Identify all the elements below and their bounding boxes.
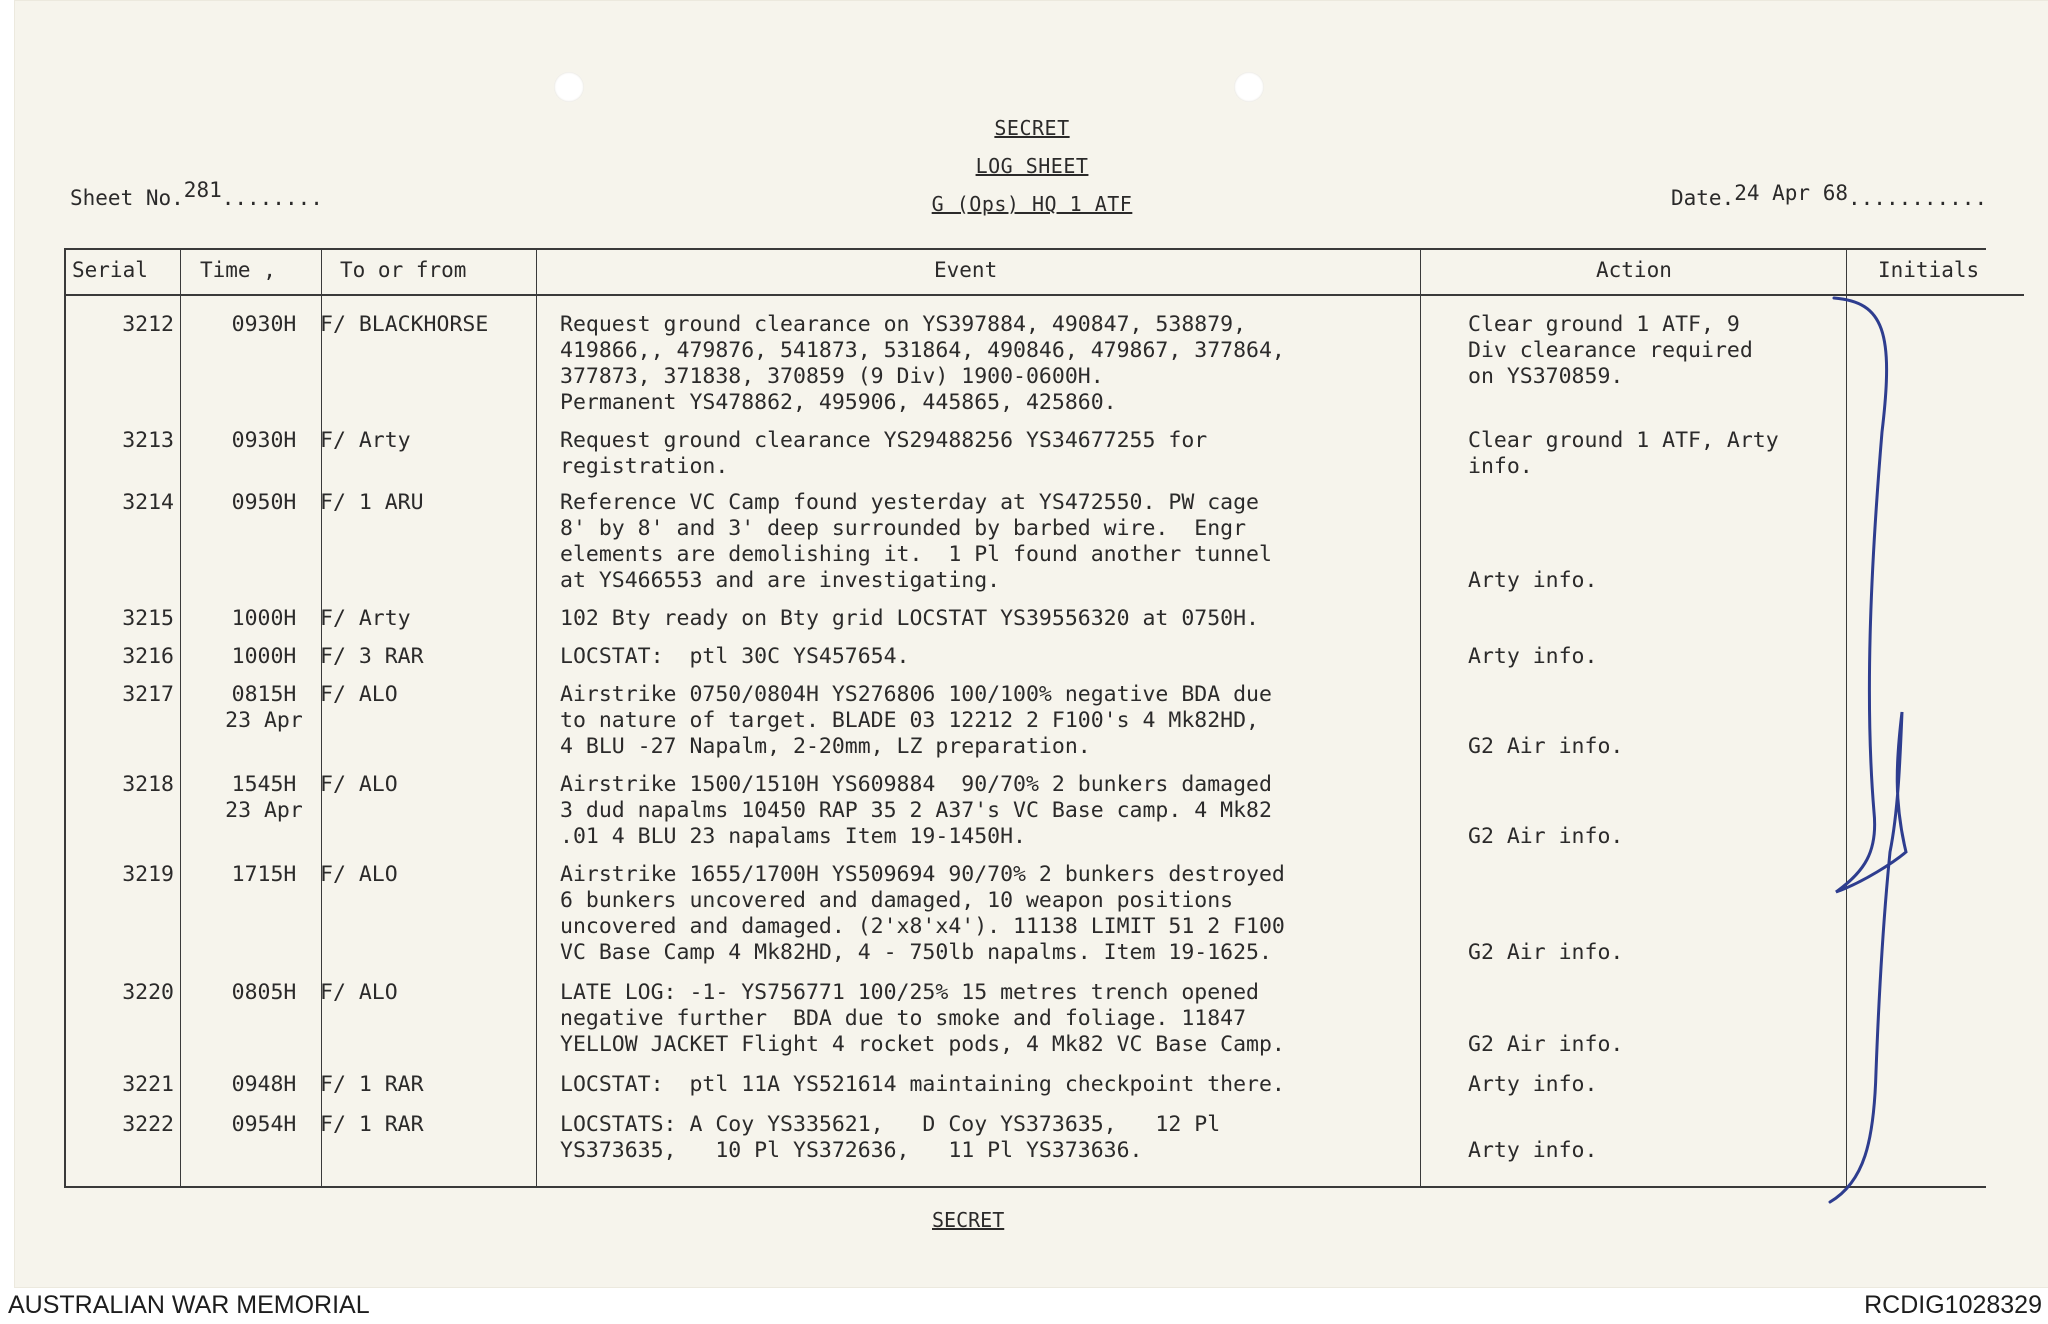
entry-source: F/ 1 RAR (320, 1072, 424, 1097)
entry-time: 0815H 23 Apr (225, 682, 303, 733)
entry-serial: 3215 (122, 606, 174, 631)
entry-event: Airstrike 1500/1510H YS609884 90/70% 2 bunkers damaged 3 dud napalms 10450 RAP 35 2 A37's VC Base camp. 4 Mk82 .01 4 BLU 23 napalams Item 19-1450H. (560, 772, 1272, 849)
date-value: 24 Apr 68 (1734, 181, 1849, 205)
document-title: LOG SHEET (975, 154, 1089, 178)
entry-action: G2 Air info. (1468, 940, 1624, 965)
entry-event: LOCSTAT: ptl 30C YS457654. (560, 644, 910, 669)
entry-event: 102 Bty ready on Bty grid LOCSTAT YS39556320 at 0750H. (560, 606, 1259, 631)
header-rule (66, 294, 2024, 296)
sheet-date (1671, 181, 1988, 210)
handwritten-initials-brace (1824, 292, 1934, 1212)
entry-action: Arty info. (1468, 568, 1598, 593)
entry-serial: 3214 (122, 490, 174, 515)
entry-action: Clear ground 1 ATF, Arty info. (1468, 428, 1779, 479)
col-header-initials: Initials (1878, 258, 1980, 282)
col-header-event: Event (934, 258, 998, 282)
entry-serial: 3217 (122, 682, 174, 707)
entry-serial: 3222 (122, 1112, 174, 1137)
entry-source: F/ Arty (320, 428, 411, 453)
sheet-number-dots: ........ (221, 186, 323, 210)
col-divider (536, 250, 537, 1186)
entry-event: LATE LOG: -1- YS756771 100/25% 15 metres trench opened negative further BDA due to smoke and foliage. 11847 YELLOW JACKET Flight 4 rocket pods, 4 Mk82 VC Base Camp. (560, 980, 1285, 1057)
col-divider (180, 250, 181, 1186)
entry-event: Request ground clearance YS29488256 YS34677255 for registration. (560, 428, 1208, 479)
entry-serial: 3221 (122, 1072, 174, 1097)
entry-time: 0948H (231, 1072, 297, 1097)
col-header-time: Time , (200, 258, 276, 282)
entry-event: LOCSTAT: ptl 11A YS521614 maintaining checkpoint there. (560, 1072, 1285, 1097)
entry-source: F/ ALO (320, 682, 398, 707)
entry-action: Arty info. (1468, 1138, 1598, 1163)
classification-footer: SECRET (932, 1208, 1005, 1232)
entry-event: Request ground clearance on YS397884, 490847, 538879, 419866,, 479876, 541873, 531864, 490846, 479867, 377864, 377873, 371838, 370859 (9 Div) 1900-0600H. Permanent YS478862, 495906, 445865, 425860. (560, 312, 1285, 415)
entry-source: F/ 1 ARU (320, 490, 424, 515)
entry-action: Arty info. (1468, 644, 1598, 669)
entry-event: Airstrike 1655/1700H YS509694 90/70% 2 bunkers destroyed 6 bunkers uncovered and damaged, 10 weapon positions uncovered and damaged. (2'x8'x4'). 11138 LIMIT 51 2 F100 VC Base Camp 4 Mk82HD, 4 - 750lb napalms. Item 19-1625. (560, 862, 1285, 965)
entry-action: G2 Air info. (1468, 734, 1624, 759)
sheet-number (70, 178, 323, 210)
entry-source: F/ Arty (320, 606, 411, 631)
col-header-to-from: To or from (340, 258, 467, 282)
unit-heading: G (Ops) HQ 1 ATF (931, 192, 1133, 216)
date-label: Date. (1671, 186, 1735, 210)
entry-event: Airstrike 0750/0804H YS276806 100/100% negative BDA due to nature of target. BLADE 03 12212 2 F100's 4 Mk82HD, 4 BLU -27 Napalm, 2-20mm, LZ preparation. (560, 682, 1272, 759)
entry-time: 0805H (231, 980, 297, 1005)
punch-hole-left (554, 72, 584, 102)
log-sheet-paper (14, 0, 2048, 1288)
entry-source: F/ 3 RAR (320, 644, 424, 669)
entry-serial: 3213 (122, 428, 174, 453)
classification-header: SECRET (994, 116, 1070, 140)
entry-action: Arty info. (1468, 1072, 1598, 1097)
archive-institution: AUSTRALIAN WAR MEMORIAL (8, 1291, 370, 1319)
entry-serial: 3212 (122, 312, 174, 337)
entry-serial: 3218 (122, 772, 174, 797)
entry-source: F/ ALO (320, 862, 398, 887)
entry-source: F/ 1 RAR (320, 1112, 424, 1137)
col-divider (1420, 250, 1421, 1186)
entry-time: 1000H (231, 606, 297, 631)
col-header-action: Action (1596, 258, 1672, 282)
sheet-number-value: 281 (183, 178, 222, 202)
archive-reference-id: RCDIG1028329 (1864, 1291, 2042, 1319)
entry-action: G2 Air info. (1468, 824, 1624, 849)
col-header-serial: Serial (72, 258, 148, 282)
entry-time: 1715H (231, 862, 297, 887)
entry-time: 1545H 23 Apr (225, 772, 303, 823)
entry-serial: 3216 (122, 644, 174, 669)
entry-event: LOCSTATS: A Coy YS335621, D Coy YS373635, 12 Pl YS373635, 10 Pl YS372636, 11 Pl YS373636. (560, 1112, 1221, 1163)
log-table (64, 248, 1986, 1188)
sheet-number-label: Sheet No. (70, 186, 184, 210)
entry-serial: 3220 (122, 980, 174, 1005)
entry-time: 0930H (231, 428, 297, 453)
entry-action: Clear ground 1 ATF, 9 Div clearance required on YS370859. (1468, 312, 1753, 389)
entry-source: F/ ALO (320, 980, 398, 1005)
punch-hole-right (1234, 72, 1264, 102)
date-dots: ........... (1848, 186, 1988, 210)
archive-caption-bar (0, 1288, 2048, 1324)
entry-source: F/ BLACKHORSE (320, 312, 489, 337)
entry-action: G2 Air info. (1468, 1032, 1624, 1057)
entry-serial: 3219 (122, 862, 174, 887)
entry-time: 0954H (231, 1112, 297, 1137)
entry-source: F/ ALO (320, 772, 398, 797)
entry-event: Reference VC Camp found yesterday at YS472550. PW cage 8' by 8' and 3' deep surrounded by barbed wire. Engr elements are demolishing it. 1 Pl found another tunnel at YS466553 and are investigating. (560, 490, 1272, 593)
entry-time: 0950H (231, 490, 297, 515)
entry-time: 0930H (231, 312, 297, 337)
entry-time: 1000H (231, 644, 297, 669)
